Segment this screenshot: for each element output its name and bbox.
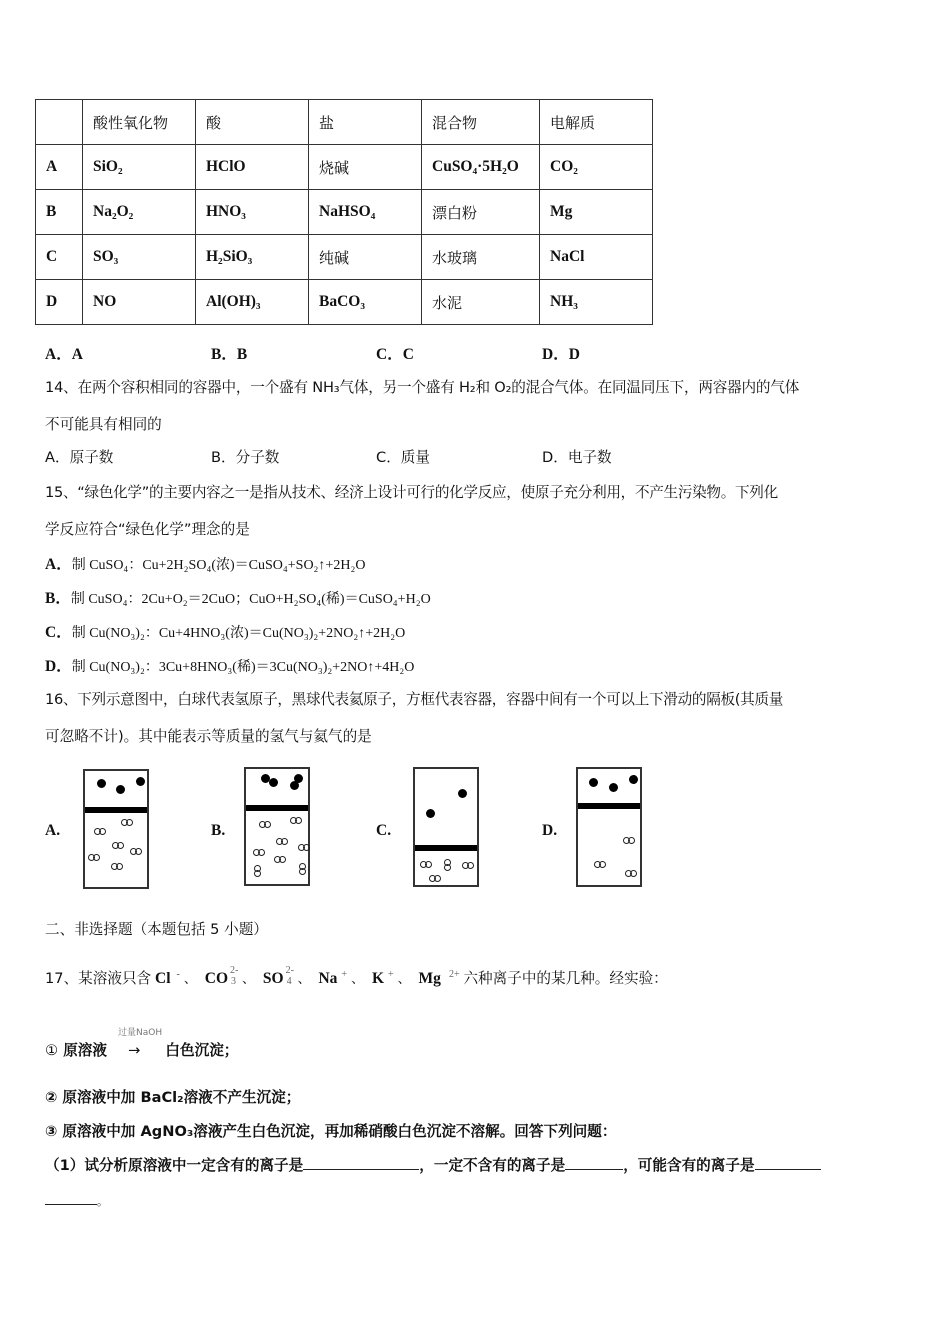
exp1-right: 白色沉淀； xyxy=(165,1042,239,1059)
hydrogen-molecule-icon xyxy=(299,863,306,875)
hydrogen-molecule-icon xyxy=(625,870,637,877)
q13-option-d[interactable]: D．D xyxy=(542,346,580,363)
q16-option-d-container[interactable] xyxy=(576,767,642,887)
q17-sub1-cont: 。 xyxy=(45,1190,108,1209)
hydrogen-molecule-icon xyxy=(462,862,474,869)
table-header-row xyxy=(36,100,653,145)
hydrogen-molecule-icon xyxy=(259,821,271,828)
table-cell: NH₃ xyxy=(540,280,653,325)
circled-number: ① xyxy=(45,1042,59,1059)
q17-suffix: 六种离子中的某几种。经实验： xyxy=(463,970,668,987)
q15-stem-line2: 学反应符合“绿色化学”理念的是 xyxy=(45,521,250,538)
ion-mg: Mg $^{2+}$ xyxy=(418,968,460,987)
table-header-cell xyxy=(36,100,83,145)
table-cell: Mg xyxy=(540,190,653,235)
table-cell: SO₃ xyxy=(83,235,196,280)
option-label: A． xyxy=(45,556,72,573)
table-cell: CuSO₄·5H₂O xyxy=(422,145,540,190)
hydrogen-molecule-icon xyxy=(290,817,302,824)
q15-stem-line1: 15、“绿色化学”的主要内容之一是指从技术、经济上设计可行的化学反应，使原子充分利用，不产生污染物。下列化 xyxy=(45,484,778,501)
q17-exp1 xyxy=(45,1039,238,1060)
section-title: 二、非选择题（本题包括 5 小题） xyxy=(45,921,268,938)
table-cell: Na₂O₂ xyxy=(83,190,196,235)
table-cell: Al(OH)₃ xyxy=(196,280,309,325)
helium-atom-icon xyxy=(97,779,106,788)
ion-cl: Cl - xyxy=(155,968,180,987)
table-cell: HNO₃ xyxy=(196,190,309,235)
row-label: C xyxy=(36,235,83,280)
option-text: 制 Cu(NO₃)₂：3Cu+8HNO₃(稀)＝3Cu(NO₃)₂+2NO↑+4H₂O xyxy=(71,660,415,675)
q13-option-c[interactable]: C．C xyxy=(376,346,414,363)
q16-option-b-label[interactable]: B. xyxy=(211,822,226,839)
option-label: C． xyxy=(45,624,72,641)
table-cell: 烧碱 xyxy=(309,145,422,190)
table-row xyxy=(36,235,653,280)
table-cell: H₂SiO₃ xyxy=(196,235,309,280)
q16-option-b-container[interactable] xyxy=(244,767,310,886)
q15-option-c[interactable] xyxy=(45,620,405,642)
table-cell: 纯碱 xyxy=(309,235,422,280)
q15-option-a[interactable] xyxy=(45,552,365,574)
helium-atom-icon xyxy=(609,783,618,792)
hydrogen-molecule-icon xyxy=(121,819,133,826)
helium-atom-icon xyxy=(629,775,638,784)
hydrogen-molecule-icon xyxy=(274,856,286,863)
hydrogen-molecule-icon xyxy=(429,875,441,882)
hydrogen-molecule-icon xyxy=(276,838,288,845)
table-cell: 漂白粉 xyxy=(422,190,540,235)
hydrogen-molecule-icon xyxy=(254,865,261,877)
table-row xyxy=(36,280,653,325)
table-cell: BaCO₃ xyxy=(309,280,422,325)
ion-so4: SO 2- 4 xyxy=(262,965,294,987)
q16-option-c-label[interactable]: C. xyxy=(376,822,392,839)
row-label: A xyxy=(36,145,83,190)
answer-blank-possible-ions-cont[interactable] xyxy=(45,1190,97,1205)
q14-stem-line1: 14、在两个容积相同的容器中，一个盛有 NH₃气体，另一个盛有 H₂和 O₂的混合气体。在同温同压下，两容器内的气体 xyxy=(45,379,800,396)
hydrogen-molecule-icon xyxy=(111,863,123,870)
reagent-label: 过量NaOH xyxy=(118,1028,163,1038)
answer-blank-absent-ions[interactable] xyxy=(565,1155,623,1170)
table-cell: NaHSO₄ xyxy=(309,190,422,235)
exp1-left: 原溶液 xyxy=(63,1042,107,1059)
hydrogen-molecule-icon xyxy=(94,828,106,835)
q16-option-a-container[interactable] xyxy=(83,769,149,889)
helium-atom-icon xyxy=(458,789,467,798)
hydrogen-molecule-icon xyxy=(88,854,100,861)
hydrogen-molecule-icon xyxy=(298,844,310,851)
table-cell: SiO₂ xyxy=(83,145,196,190)
q14-stem-line2: 不可能具有相同的 xyxy=(45,416,162,433)
hydrogen-molecule-icon xyxy=(444,859,451,871)
helium-atom-icon xyxy=(116,785,125,794)
q14-option-b[interactable]: B．分子数 xyxy=(211,449,280,466)
ion-co3: CO 2- 3 xyxy=(204,965,239,987)
q13-option-a[interactable]: A．A xyxy=(45,346,83,363)
table-header-cell: 酸性氧化物 xyxy=(83,100,196,145)
classification-table xyxy=(35,99,653,325)
table-row xyxy=(36,190,653,235)
q15-option-d[interactable] xyxy=(45,654,414,676)
table-cell: NO xyxy=(83,280,196,325)
table-cell: NaCl xyxy=(540,235,653,280)
hydrogen-molecule-icon xyxy=(112,842,124,849)
q14-option-a[interactable]: A．原子数 xyxy=(45,449,114,466)
table-header-cell: 混合物 xyxy=(422,100,540,145)
q17-stem: 17、某溶液只含 Cl - 、 CO 2- 3 、 SO 2- 4 、 Na + 、 K + 、 Mg $^{2+}$ 六种离子中的某几种。经实验： xyxy=(45,965,668,987)
table-cell: 水玻璃 xyxy=(422,235,540,280)
table-header-cell: 盐 xyxy=(309,100,422,145)
q16-option-d-label[interactable]: D. xyxy=(542,822,558,839)
sliding-partition xyxy=(578,803,640,809)
hydrogen-molecule-icon xyxy=(420,861,432,868)
helium-atom-icon xyxy=(290,781,299,790)
q13-option-b[interactable]: B．B xyxy=(211,346,248,363)
table-row xyxy=(36,145,653,190)
sliding-partition xyxy=(246,805,308,811)
q17-prefix: 17、某溶液只含 xyxy=(45,970,152,987)
row-label: B xyxy=(36,190,83,235)
sliding-partition xyxy=(85,807,147,813)
option-text: 制 Cu(NO₃)₂：Cu+4HNO₃(浓)＝Cu(NO₃)₂+2NO₂↑+2H₂O xyxy=(71,626,406,641)
q14-option-d[interactable]: D．电子数 xyxy=(542,449,612,466)
q17-sub1: （1）试分析原溶液中一定含有的离子是 ，一定不含有的离子是 ，可能含有的离子是 xyxy=(45,1154,821,1175)
table-cell: 水泥 xyxy=(422,280,540,325)
table-header-cell: 电解质 xyxy=(540,100,653,145)
q17-exp2: ② 原溶液中加 BaCl₂溶液不产生沉淀； xyxy=(45,1089,301,1106)
ion-k: K + xyxy=(371,968,394,987)
q15-option-b[interactable] xyxy=(45,586,431,608)
table-header-cell: 酸 xyxy=(196,100,309,145)
option-text: 制 CuSO₄：2Cu+O₂＝2CuO；CuO+H₂SO₄(稀)＝CuSO₄+H₂O xyxy=(70,592,431,607)
q16-option-a-label[interactable]: A. xyxy=(45,822,61,839)
helium-atom-icon xyxy=(426,809,435,818)
q16-option-c-container[interactable] xyxy=(413,767,479,887)
helium-atom-icon xyxy=(269,778,278,787)
option-text: 制 CuSO₄：Cu+2H₂SO₄(浓)＝CuSO₄+SO₂↑+2H₂O xyxy=(71,558,366,573)
q17-exp3: ③ 原溶液中加 AgNO₃溶液产生白色沉淀，再加稀硝酸白色沉淀不溶解。回答下列问题： xyxy=(45,1123,617,1140)
q16-stem-line1: 16、下列示意图中，白球代表氢原子，黑球代表氦原子，方框代表容器，容器中间有一个可以上下滑动的隔板(其质量 xyxy=(45,691,784,708)
q14-option-c[interactable]: C．质量 xyxy=(376,449,430,466)
q16-stem-line2: 可忽略不计)。其中能表示等质量的氢气与氦气的是 xyxy=(45,728,372,745)
answer-blank-possible-ions[interactable] xyxy=(755,1155,821,1170)
arrow-icon: → xyxy=(128,1042,141,1059)
answer-blank-definite-ions[interactable] xyxy=(303,1155,419,1170)
hydrogen-molecule-icon xyxy=(253,849,265,856)
table-cell: CO₂ xyxy=(540,145,653,190)
row-label: D xyxy=(36,280,83,325)
helium-atom-icon xyxy=(136,777,145,786)
option-label: D． xyxy=(45,658,72,675)
table-cell: HClO xyxy=(196,145,309,190)
option-label: B． xyxy=(45,590,71,607)
hydrogen-molecule-icon xyxy=(594,861,606,868)
ion-na: Na + xyxy=(318,968,348,987)
helium-atom-icon xyxy=(589,778,598,787)
sliding-partition xyxy=(415,845,477,851)
hydrogen-molecule-icon xyxy=(130,848,142,855)
hydrogen-molecule-icon xyxy=(623,837,635,844)
